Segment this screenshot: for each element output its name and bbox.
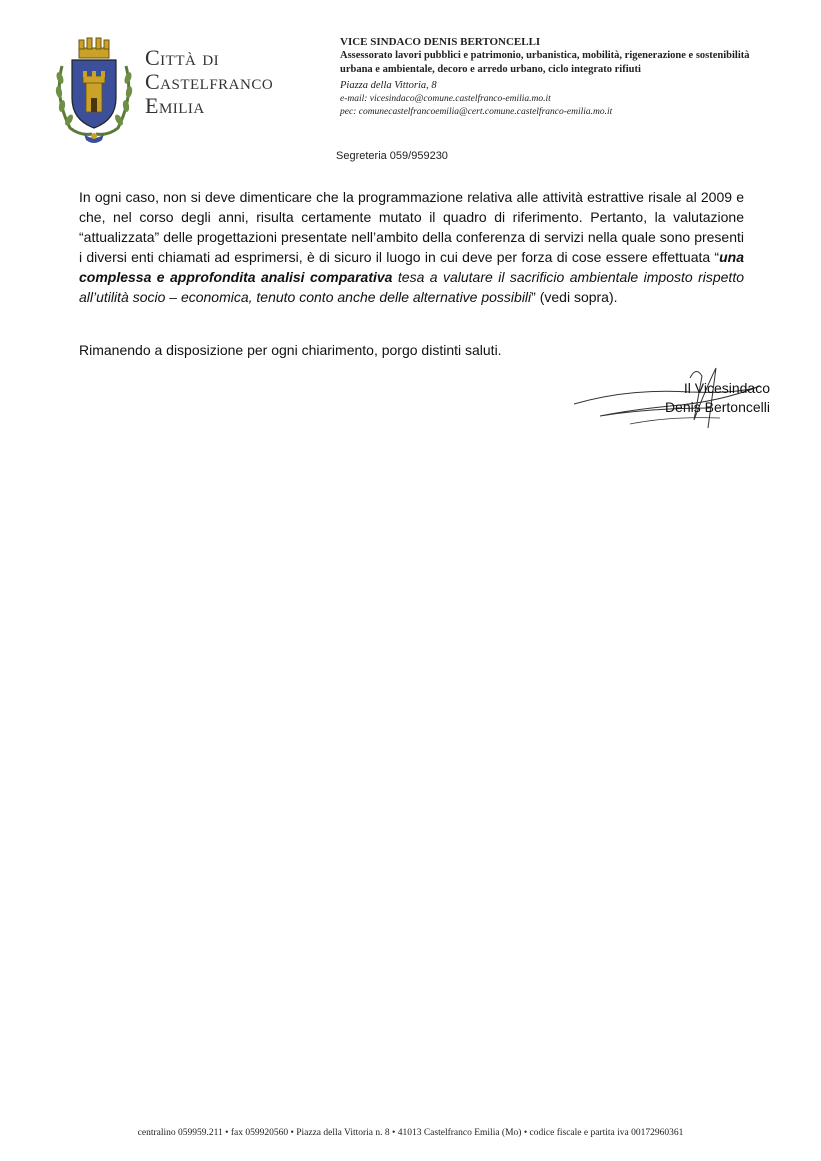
signature-name: Denis Bertoncelli [664, 399, 770, 415]
body-text-end: ” (vedi sopra). [531, 289, 618, 305]
city-name-line3: Emilia [145, 93, 205, 118]
office-address: Piazza della Vittoria, 8 [340, 80, 437, 91]
body-text-part1: In ogni caso, non si deve dimenticare che la programmazione relativa alle attività estrattive risale al 2009 e che, nel corso degli anni, risulta certamente mutato il quadro di riferimento. Pertanto, la valutazione “attualizzata” delle progettazioni presentate nell’ambito della conferenza di servizi nella quale sono presenti i diversi enti chiamati ad esprimersi, è di sicuro il luogo in cui deve per forza di cose essere effettuata “ [79, 189, 744, 265]
closing-line: Rimanendo a disposizione per ogni chiarimento, porgo distinti saluti. [79, 342, 502, 358]
office-title: VICE SINDACO DENIS BERTONCELLI [340, 36, 541, 48]
city-name-line1: Città di [145, 45, 220, 70]
secretary-phone: Segreteria 059/959230 [336, 150, 448, 162]
office-block [340, 35, 760, 119]
body-text-bold-italic: una complessa e approfondita analisi comparativa [79, 249, 744, 285]
city-name-line2: Castelfranco [145, 69, 274, 94]
office-department: Assessorato lavori pubblici e patrimonio, urbanistica, mobilità, rigenerazione e sostenibilità urbana e ambientale, decoro e arredo urbano, ciclo integrato rifiuti [340, 50, 750, 75]
signature-role: Il Vicesindaco [683, 380, 770, 396]
town-crest-icon [52, 36, 136, 146]
handwritten-signature-icon [570, 358, 770, 438]
footer-contact: centralino 059959.211 • fax 059920560 • Piazza della Vittoria n. 8 • 41013 Castelfranco Emilia (Mo) • codice fiscale e partita iva 00172960361 [137, 1128, 684, 1138]
signature-block [570, 358, 770, 438]
office-email: e-mail: vicesindaco@comune.castelfranco-emilia.mo.it [340, 94, 551, 104]
body-text-italic: tesa a valutare il sacrificio ambientale imposto rispetto all’utilità socio – economica, tenuto conto anche delle alternative possibili [79, 269, 744, 305]
body-paragraph [79, 187, 744, 307]
office-pec: pec: comunecastelfrancoemilia@cert.comune.castelfranco-emilia.mo.it [340, 107, 613, 117]
city-name [145, 46, 273, 118]
